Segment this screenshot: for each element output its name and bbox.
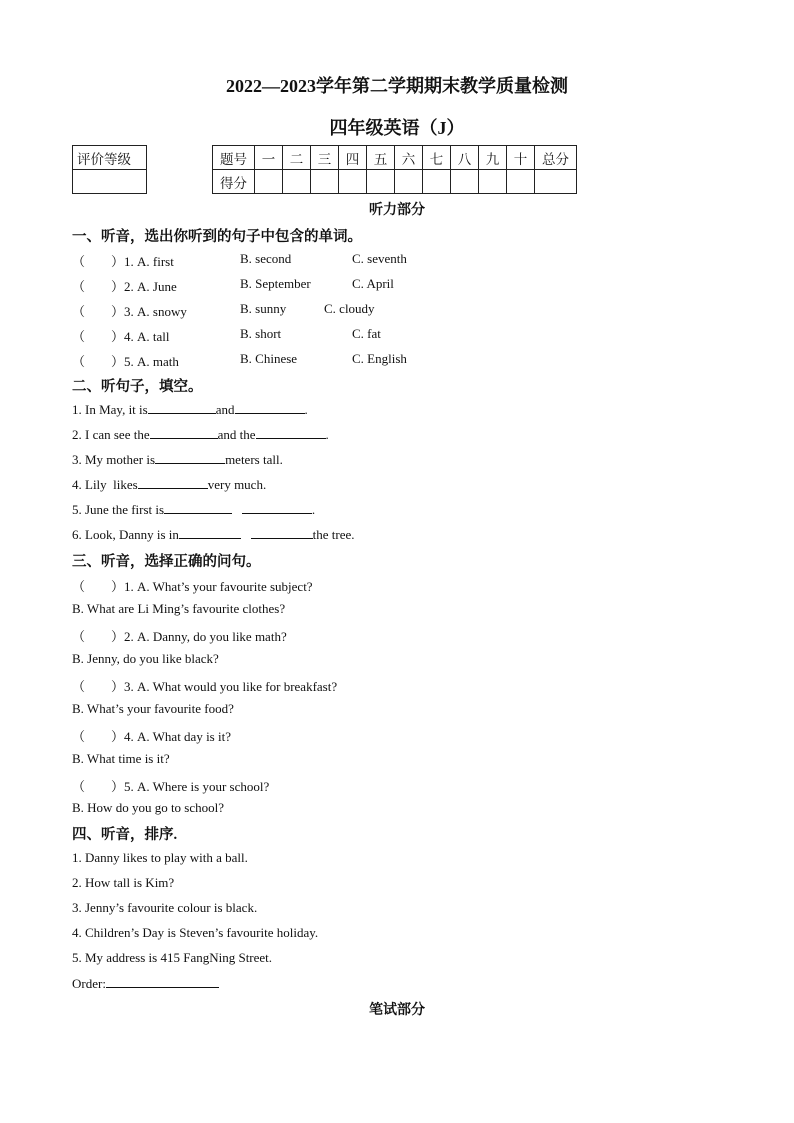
evaluation-label: 评价等级 [73,146,147,170]
s3-line: B. What are Li Ming’s favourite clothes? [72,601,286,616]
total-col-header: 总分 [535,146,577,170]
s1-item-a: （ ）4. A. tall [72,329,170,344]
s2-text: . [311,502,316,517]
s1-item-a: （ ）3. A. snowy [72,304,187,319]
section1-heading: 一、听音，选出你听到的句子中包含的单词。 [72,229,362,245]
answer-blank[interactable] [155,451,225,464]
score-row-label: 得分 [213,170,255,194]
s2-item-2 [72,426,329,443]
question-col-header: 三 [311,146,339,170]
s4-line: 4. Children’s Day is Steven’s favourite holiday. [72,925,319,940]
s4-line: 1. Danny likes to play with a ball. [72,850,248,865]
order-blank[interactable] [106,975,219,988]
s3-line: B. Jenny, do you like black? [72,651,219,666]
answer-blank[interactable] [148,401,216,414]
s2-text: . [325,427,329,442]
exam-subtitle: 四年级英语（J） [329,118,465,138]
score-cell [451,170,479,194]
s3-line: （ ）5. A. Where is your school? [72,779,270,794]
s2-text: 1. In May, it is [72,402,148,417]
s4-line: 3. Jenny’s favourite colour is black. [72,900,258,915]
s2-text: 4. Lily likes [72,477,138,492]
section4-heading: 四、听音，排序. [72,827,178,843]
answer-blank[interactable] [150,426,218,439]
s1-item-5-b: B. Chinese [240,351,298,366]
s1-item-a: （ ）5. A. math [72,354,179,369]
score-cell [423,170,451,194]
s2-text: 5. June the first is [72,502,165,517]
question-col-header: 八 [451,146,479,170]
s4-line: 5. My address is 415 FangNing Street. [72,950,273,965]
score-cell [311,170,339,194]
listening-section-label: 听力部分 [369,203,425,218]
section3-heading: 三、听音，选择正确的问句。 [72,554,261,570]
s1-item-4-b: B. short [240,326,282,341]
question-col-header: 十 [507,146,535,170]
answer-blank[interactable] [179,526,241,539]
answer-blank[interactable] [138,476,208,489]
s3-line: （ ）4. A. What day is it? [72,729,231,744]
section2-heading: 二、听句子，填空。 [72,379,203,395]
s1-item-a: （ ）1. A. first [72,254,174,269]
s2-text: the tree. [312,527,355,542]
answer-blank[interactable] [164,501,232,514]
s2-text: meters tall. [225,452,283,467]
s2-text: 6. Look, Danny is in [72,527,179,542]
score-cell [535,170,577,194]
question-col-header: 五 [367,146,395,170]
s2-text: and [215,402,235,417]
s1-item-2-b: B. September [240,276,311,291]
question-col-header: 二 [283,146,311,170]
s1-item-2-c: C. April [352,276,394,291]
question-col-header: 四 [339,146,367,170]
s3-line: B. What time is it? [72,751,170,766]
answer-blank[interactable] [242,501,312,514]
score-cell [255,170,283,194]
score-cell [283,170,311,194]
answer-blank[interactable] [235,401,305,414]
s1-item-3 [72,301,187,320]
s2-item-5 [72,501,315,518]
s1-item-2 [72,276,177,295]
order-label: Order: [72,976,106,991]
s1-item-1-c: C. seventh [352,251,407,266]
s3-line: （ ）3. A. What would you like for breakfast? [72,679,338,694]
answer-blank[interactable] [256,426,326,439]
score-cell [395,170,423,194]
score-cell [507,170,535,194]
s1-item-5 [72,351,179,370]
s1-item-4-c: C. fat [352,326,381,341]
question-col-header: 九 [479,146,507,170]
exam-title: 2022—2023学年第二学期期末教学质量检测 [226,76,568,96]
s1-item-a: （ ）2. A. June [72,279,177,294]
s1-item-4 [72,326,170,345]
evaluation-table [72,145,147,194]
question-col-header: 一 [255,146,283,170]
score-table [212,145,577,194]
s2-text: 3. My mother is [72,452,156,467]
written-section-label: 笔试部分 [369,1003,425,1018]
score-cell [367,170,395,194]
s2-item-6 [72,526,355,543]
s3-line: （ ）2. A. Danny, do you like math? [72,629,287,644]
s3-line: B. What’s your favourite food? [72,701,234,716]
question-col-header: 六 [395,146,423,170]
s2-text: very much. [207,477,267,492]
score-cell [339,170,367,194]
s3-line: （ ）1. A. What’s your favourite subject? [72,579,313,594]
answer-blank[interactable] [251,526,313,539]
s2-text: . [304,402,308,417]
s1-item-1-b: B. second [240,251,292,266]
score-cell [479,170,507,194]
score-row-label: 题号 [213,146,255,170]
question-col-header: 七 [423,146,451,170]
s1-item-3-b: B. sunny [240,301,287,316]
s1-item-3-c: C. cloudy [324,301,375,316]
s2-item-4 [72,476,266,493]
s2-item-1 [72,401,308,418]
s2-text: 2. I can see the [72,427,150,442]
s4-line: 2. How tall is Kim? [72,875,175,890]
s2-item-3 [72,451,283,468]
s3-line: B. How do you go to school? [72,800,225,815]
order-line [72,975,219,992]
s1-item-5-c: C. English [352,351,407,366]
evaluation-cell [73,170,147,194]
s1-item-1 [72,251,174,270]
s2-text: and the [217,427,256,442]
